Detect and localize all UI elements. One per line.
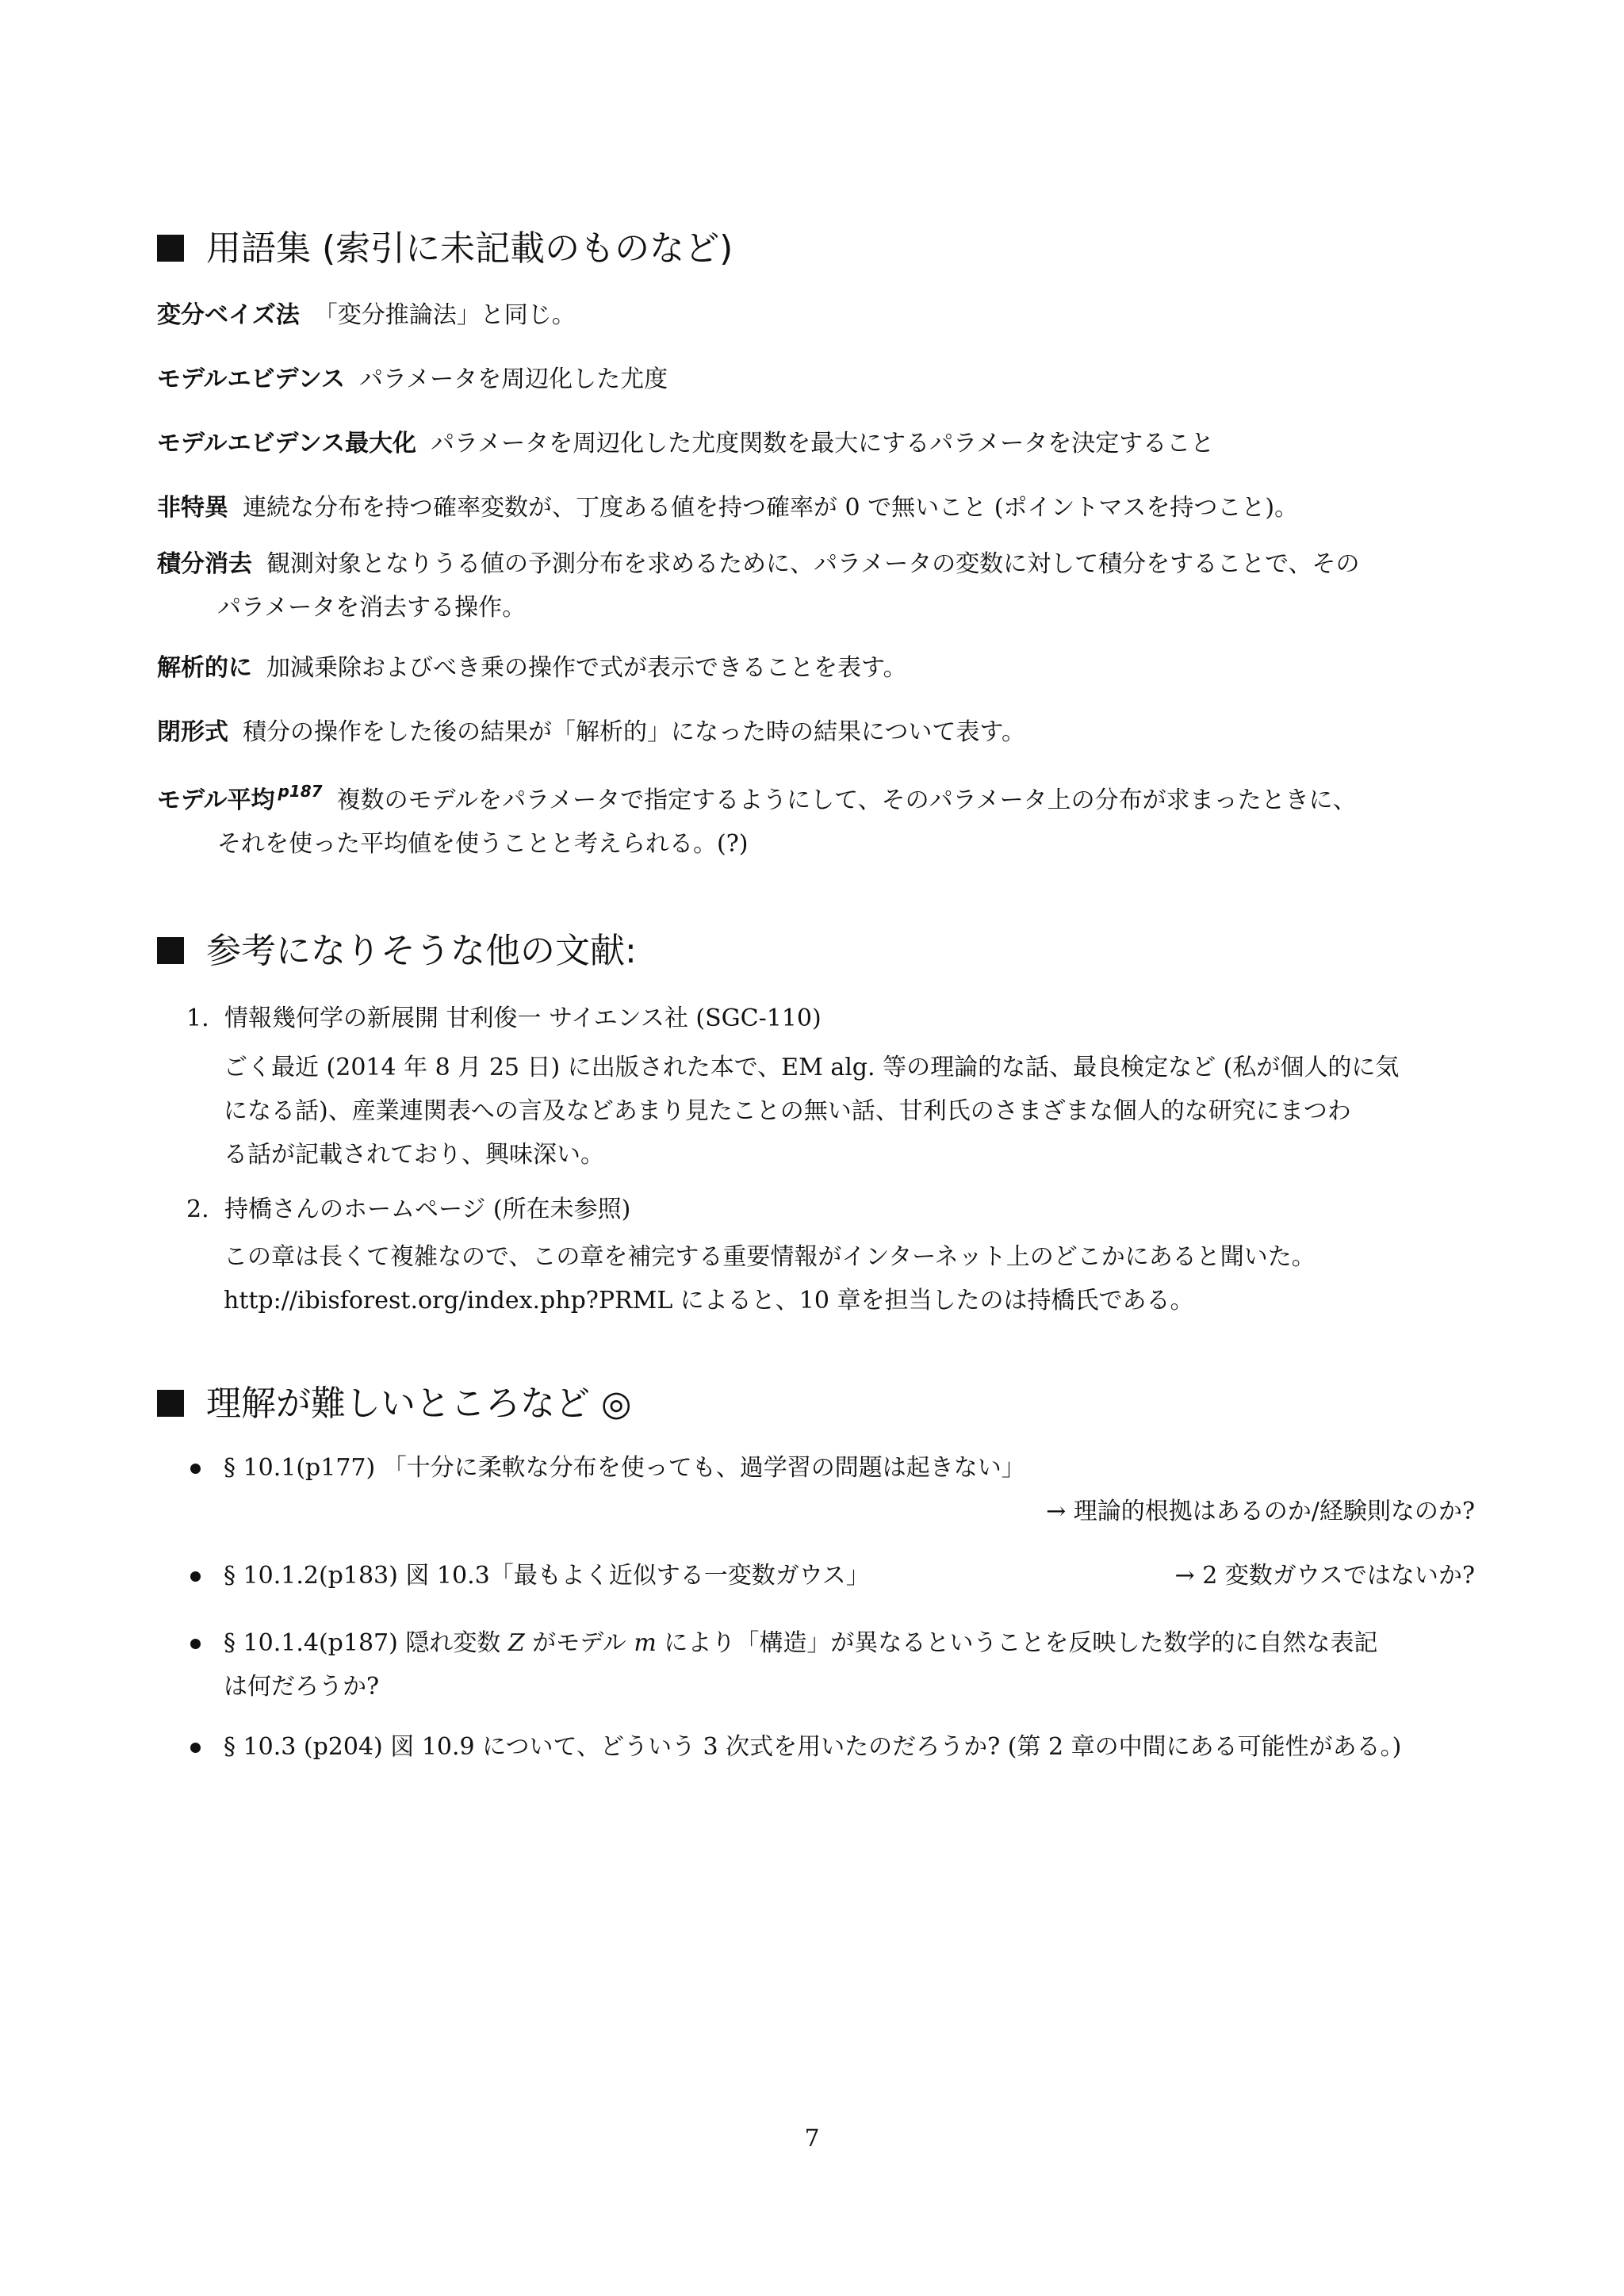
glossary-heading: 用語集 (索引に未記載のものなど) — [157, 225, 733, 273]
glossary-entry — [157, 486, 1473, 530]
square-bullet-icon — [157, 937, 184, 964]
glossary-definition-continuation: パラメータを消去する操作。 — [217, 594, 527, 622]
reference-number: 1. — [186, 1004, 209, 1032]
list-item-note: → 2 変数ガウスではないか? — [1174, 1562, 1475, 1590]
reference-description: この章は長くて複雑なので、この章を補完する重要情報がインターネット上のどこかにあると聞いた。 http://ibisforest.org/index.php?PRML によると、10 章を担当したのは持橋氏である。 — [224, 1243, 1316, 1314]
list-item: § 10.3 (p204) 図 10.9 について、どういう 3 次式を用いたのだろうか? (第 2 章の中間にある可能性がある。) — [190, 1725, 1475, 1769]
glossary-entry — [157, 293, 1473, 337]
reference-title: 持橋さんのホームページ (所在未参照) — [224, 1196, 631, 1223]
glossary-definition: 複数のモデルをパラメータで指定するようにして、そのパラメータ上の分布が求まったときに、 — [336, 786, 1357, 814]
glossary-definition-continuation: それを使った平均値を使うことと考えられる。(?) — [217, 830, 749, 858]
page-number: 7 — [804, 2125, 820, 2152]
glossary-entry — [157, 646, 1473, 690]
glossary-definition: パラメータを周辺化した尤度 — [359, 365, 668, 393]
list-item: § 10.1.2(p183) 図 10.3「最もよく近似する一変数ガウス」 → 2 変数ガウスではないか? — [190, 1554, 1475, 1598]
square-bullet-icon — [157, 1390, 184, 1417]
glossary-entry — [157, 710, 1473, 754]
glossary-definition: パラメータを周辺化した尤度関数を最大にするパラメータを決定すること — [431, 430, 1215, 457]
glossary-entry — [157, 770, 1473, 866]
page-reference: p187 — [278, 782, 323, 801]
glossary-definition: 観測対象となりうる値の予測分布を求めるために、パラメータの変数に対して積分をすることで、その — [266, 550, 1360, 578]
glossary-entry — [157, 358, 1473, 401]
glossary-term: モデル平均 $^{p187}$ — [157, 782, 323, 814]
math-variable: Z — [508, 1629, 525, 1657]
list-item-note: → 理論的根拠はあるのか/経験則なのか? — [1046, 1498, 1475, 1525]
glossary-term: モデルエビデンス — [157, 365, 345, 393]
glossary-term: モデルエビデンス最大化 — [157, 430, 416, 457]
reference-item — [186, 997, 1471, 1040]
difficult-points-heading: 理解が難しいところなど ◎ — [157, 1380, 631, 1428]
glossary-definition: 加減乗除およびべき乗の操作で式が表示できることを表す。 — [266, 654, 907, 682]
glossary-term: 変分ベイズ法 — [157, 301, 300, 329]
bullet-icon — [190, 1571, 201, 1582]
list-item: § 10.1.4(p187) 隠れ変数 Z がモデル m により「構造」が異なるということを反映した数学的に自然な表記 は何だろうか? — [190, 1621, 1475, 1709]
glossary-definition: 積分の操作をした後の結果が「解析的」になった時の結果について表す。 — [243, 718, 1025, 746]
reference-number: 2. — [186, 1196, 209, 1223]
bullet-icon — [190, 1743, 201, 1753]
glossary-entry — [157, 542, 1473, 629]
bullet-icon — [190, 1639, 201, 1649]
glossary-definition: 「変分推論法」と同じ。 — [313, 301, 576, 329]
glossary-entry — [157, 422, 1473, 465]
glossary-definition: 連続な分布を持つ確率変数が、丁度ある値を持つ確率が 0 で無いこと (ポイントマスを持つこと)。 — [243, 494, 1299, 522]
reference-title: 情報幾何学の新展開 甘利俊一 サイエンス社 (SGC-110) — [224, 1004, 822, 1032]
reference-description: ごく最近 (2014 年 8 月 25 日) に出版された本で、EM alg. 等の理論的な話、最良検定など (私が個人的に気 になる話)、産業連関表への言及などあまり見たことの無い話、甘利氏のさまざまな個人的な研究にまつわ る話が記載されており、興味深い。 — [224, 1054, 1400, 1169]
glossary-term: 解析的に — [157, 654, 252, 682]
glossary-term: 積分消去 — [157, 550, 252, 578]
glossary-term: 非特異 — [157, 494, 228, 522]
glossary-term: 閉形式 — [157, 718, 228, 746]
math-variable: m — [634, 1629, 657, 1657]
bullet-icon — [190, 1464, 201, 1474]
references-heading: 参考になりそうな他の文献: — [157, 928, 637, 975]
list-item: § 10.1(p177) 「十分に柔軟な分布を使っても、過学習の問題は起きない」 → 理論的根拠はあるのか/経験則なのか? — [190, 1446, 1475, 1533]
reference-item — [186, 1188, 1471, 1231]
square-bullet-icon — [157, 235, 184, 262]
